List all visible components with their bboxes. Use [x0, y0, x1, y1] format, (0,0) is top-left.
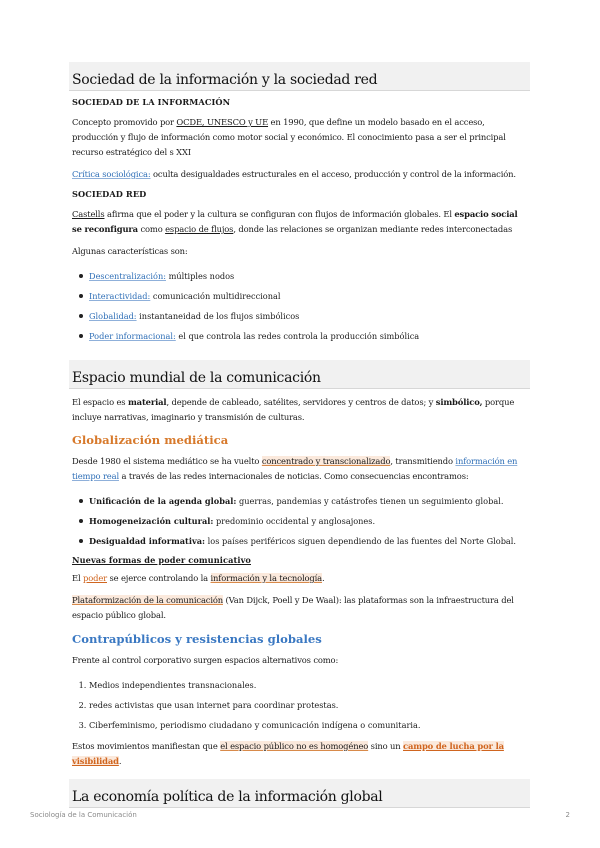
paragraph-concepto [72, 115, 530, 160]
section-title-espacio: Espacio mundial de la comunicación [69, 360, 530, 389]
text: , donde las relaciones se organizan mediante redes interconectadas [233, 224, 513, 234]
subheading-sociedad-red: SOCIEDAD RED [72, 189, 147, 199]
text: afirma que el poder y la cultura se configuran con flujos de información globales. El [104, 209, 455, 219]
list-item [89, 286, 530, 306]
section-title-economia: La economía política de la información global [69, 779, 530, 808]
item-desc: guerras, pandemias y catástrofes tienen un seguimiento global. [236, 496, 504, 506]
list-item: 3. Ciberfeminismo, periodismo ciudadano y comunicación indígena o comunitaria. [89, 715, 530, 735]
flujos-underlined: espacio de flujos [165, 224, 234, 234]
text: , transmitiendo [390, 456, 456, 466]
tiempo-real-link[interactable]: información en tiempo real [72, 456, 518, 481]
heading-contrapublicos: Contrapúblicos y resistencias globales [72, 632, 322, 646]
alternativos-list [72, 675, 530, 735]
subheading-sociedad-informacion: SOCIEDAD DE LA INFORMACIÓN [72, 97, 231, 107]
text: como [137, 224, 166, 234]
item-term: Homogeneización cultural: [89, 516, 214, 526]
critica-link[interactable]: Crítica sociológica: [72, 169, 151, 179]
paragraph-castells [72, 207, 530, 237]
list-item [89, 326, 530, 346]
highlight: Plataformización de la comunicación [72, 595, 223, 605]
paragraph-movimientos [72, 739, 530, 769]
text: Desde 1980 el sistema mediático se ha vuelto [72, 456, 262, 466]
bold-text: material [127, 397, 167, 407]
caracteristicas-list [72, 266, 530, 346]
text: a través de las redes internacionales de noticias. Como consecuencias encontramos: [119, 471, 469, 481]
list-item: 2. redes activistas que usan internet para coordinar protestas. [89, 695, 530, 715]
text: porque incluye narrativas, imaginario y transmisión de culturas. [72, 397, 515, 422]
text: El espacio es [72, 397, 128, 407]
paragraph-critica [72, 167, 530, 182]
footer-title: Sociología de la Comunicación [30, 811, 137, 819]
list-item: 1. Medios independientes transnacionales. [89, 675, 530, 695]
item-term: Unificación de la agenda global: [89, 496, 237, 506]
list-item [89, 511, 530, 531]
paragraph-espacio [72, 395, 530, 425]
paragraph-globalizacion [72, 454, 530, 484]
item-desc: el que controla las redes controla la producción simbólica [175, 331, 420, 341]
page-number: 2 [565, 811, 570, 819]
text: Concepto promovido por [72, 117, 177, 127]
item-desc: comunicación multidireccional [150, 291, 281, 301]
highlight: concentrado y transcionalizado [261, 456, 391, 466]
castells-underlined: Castells [72, 209, 105, 219]
text: sino un [368, 741, 403, 751]
consecuencias-list [72, 491, 530, 551]
list-item [89, 306, 530, 326]
paragraph-frente: Frente al control corporativo surgen espacios alternativos como: [72, 655, 339, 665]
list-item [89, 531, 530, 551]
section-title-sociedad: Sociedad de la información y la sociedad red [69, 62, 530, 91]
text: . [118, 756, 122, 766]
highlight: el espacio público no es homogéneo [220, 741, 369, 751]
text: . [322, 573, 325, 583]
term-link[interactable]: Poder informacional: [89, 331, 176, 341]
text: oculta desigualdades estructurales en el acceso, producción y control de la información. [150, 169, 516, 179]
item-desc: predominio occidental y anglosajones. [213, 516, 376, 526]
text: , depende de cableado, satélites, servidores y centros de datos; y [166, 397, 436, 407]
item-desc: los países periféricos siguen dependiendo de las fuentes del Norte Global. [205, 536, 517, 546]
paragraph-poder [72, 571, 530, 586]
term-link[interactable]: Globalidad: [89, 311, 137, 321]
list-item [89, 266, 530, 286]
item-term: Desigualdad informativa: [89, 536, 206, 546]
page-footer [30, 811, 570, 819]
text: (Van Dijck, Poell y De Waal): las plataformas son la infraestructura del espacio público global. [72, 595, 514, 620]
bold-text: simbólico, [435, 397, 483, 407]
heading-globalizacion: Globalización mediática [72, 433, 229, 447]
poder-link[interactable]: poder [83, 573, 107, 583]
document-page [72, 62, 530, 814]
paragraph-plataformizacion [72, 593, 530, 623]
text: El [72, 573, 84, 583]
orgs-underlined: OCDE, UNESCO y UE [176, 117, 269, 127]
subheading-nuevas-formas: Nuevas formas de poder comunicativo [72, 555, 251, 565]
highlight: información y la tecnología [210, 573, 323, 583]
highlight-orange: campo de lucha por la visibilidad [72, 741, 504, 766]
text: Estos movimientos manifiestan que [72, 741, 221, 751]
bold-text: espacio social se reconfigura [72, 209, 518, 234]
term-link[interactable]: Interactividad: [89, 291, 151, 301]
item-desc: instantaneidad de los flujos simbólicos [136, 311, 300, 321]
list-item [89, 491, 530, 511]
text: se ejerce controlando la [107, 573, 211, 583]
item-desc: múltiples nodos [166, 271, 235, 281]
text: en 1990, que define un modelo basado en el acceso, producción y flujo de información como motor social y económico. El conocimiento pasa a ser el principal recurso estratégico del s XXI [72, 117, 506, 157]
paragraph-caracteristicas: Algunas características son: [72, 246, 188, 256]
term-link[interactable]: Descentralización: [89, 271, 166, 281]
